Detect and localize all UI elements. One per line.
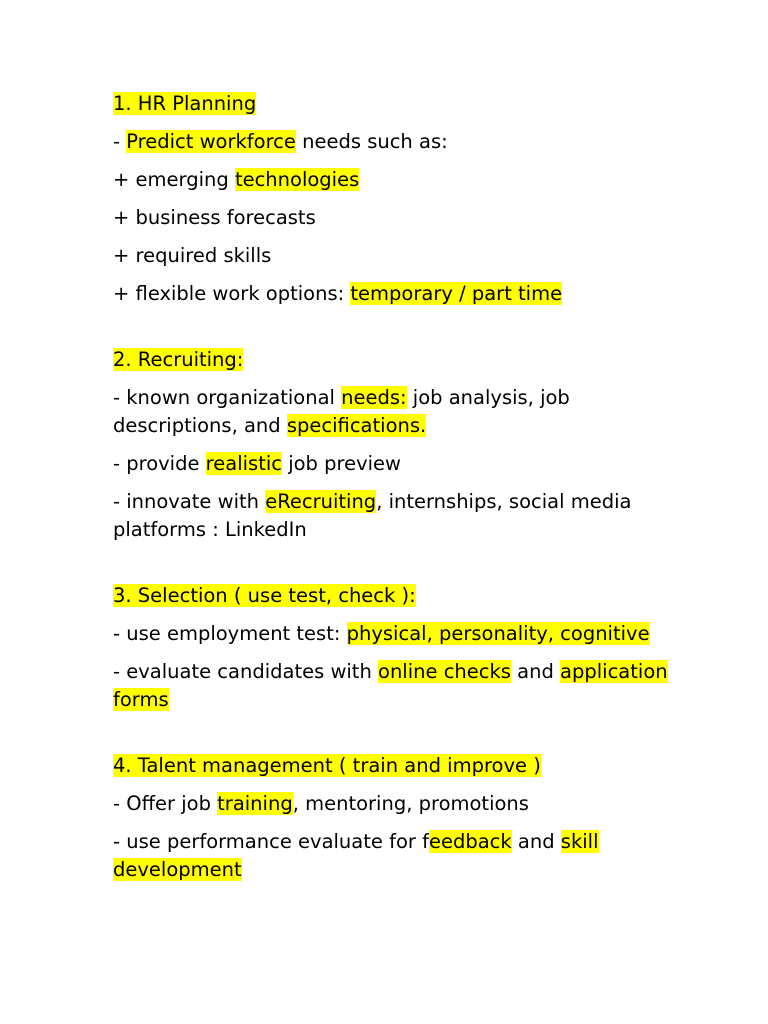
highlighted-heading-text: 4. Talent management ( train and improve ) [113,754,541,777]
highlighted-text: online checks [378,660,511,683]
plain-text: and [511,830,561,853]
plain-text: - known organizational [113,386,342,409]
highlighted-text: temporary / part time [350,282,563,305]
line-spacer [113,232,673,242]
plain-text: - provide [113,452,206,475]
highlighted-text: needs: [341,386,407,409]
bullet-line [113,828,673,884]
line-spacer [113,648,673,658]
bullet-line [113,620,673,648]
line-spacer [113,610,673,620]
section-heading [113,582,673,610]
plain-text: , mentoring, promotions [292,792,529,815]
highlighted-text: realistic [205,452,282,475]
section-heading [113,752,673,780]
bullet-line [113,242,673,270]
bullet-line [113,488,673,544]
plain-text: + flexible work options: [113,282,351,305]
plain-text: - [113,130,127,153]
highlighted-text: Predict workforce [126,130,296,153]
line-spacer [113,118,673,128]
bullet-line [113,128,673,156]
plain-text: - use performance evaluate for f [113,830,429,853]
plain-text: + required skills [113,244,272,267]
bullet-line [113,280,673,308]
highlighted-heading-text: 3. Selection ( use test, check ): [113,584,416,607]
plain-text: job analysis, job descriptions, and [113,386,570,437]
plain-text: - Offer job [113,792,218,815]
bullet-line [113,204,673,232]
highlighted-text: application forms [113,660,668,711]
section-heading [113,90,673,118]
line-spacer [113,194,673,204]
highlighted-text: skill development [113,830,599,881]
document-body [113,90,673,884]
line-spacer [113,156,673,166]
highlighted-text: physical, personality, cognitive [346,622,650,645]
section-spacer [113,544,673,582]
section-spacer [113,308,673,346]
line-spacer [113,440,673,450]
plain-text: + business forecasts [113,206,316,229]
bullet-line [113,658,673,714]
plain-text: and [510,660,561,683]
highlighted-heading-text: 2. Recruiting: [113,348,244,371]
plain-text: - use employment test: [113,622,347,645]
plain-text: + emerging [113,168,235,191]
line-spacer [113,270,673,280]
bullet-line [113,166,673,194]
line-spacer [113,478,673,488]
section-spacer [113,714,673,752]
plain-text: job preview [282,452,401,475]
plain-text: - evaluate candidates with [113,660,379,683]
highlighted-text: eedback [428,830,512,853]
line-spacer [113,374,673,384]
highlighted-heading-text: 1. HR Planning [113,92,257,115]
plain-text: , internships, social media platforms : LinkedIn [113,490,632,541]
highlighted-text: specifications. [286,414,427,437]
bullet-line [113,450,673,478]
bullet-line [113,790,673,818]
highlighted-text: training [217,792,293,815]
line-spacer [113,818,673,828]
highlighted-text: eRecruiting [265,490,377,513]
section-heading [113,346,673,374]
bullet-line [113,384,673,440]
plain-text: - innovate with [113,490,266,513]
highlighted-text: technologies [234,168,360,191]
plain-text: needs such as: [295,130,448,153]
line-spacer [113,780,673,790]
